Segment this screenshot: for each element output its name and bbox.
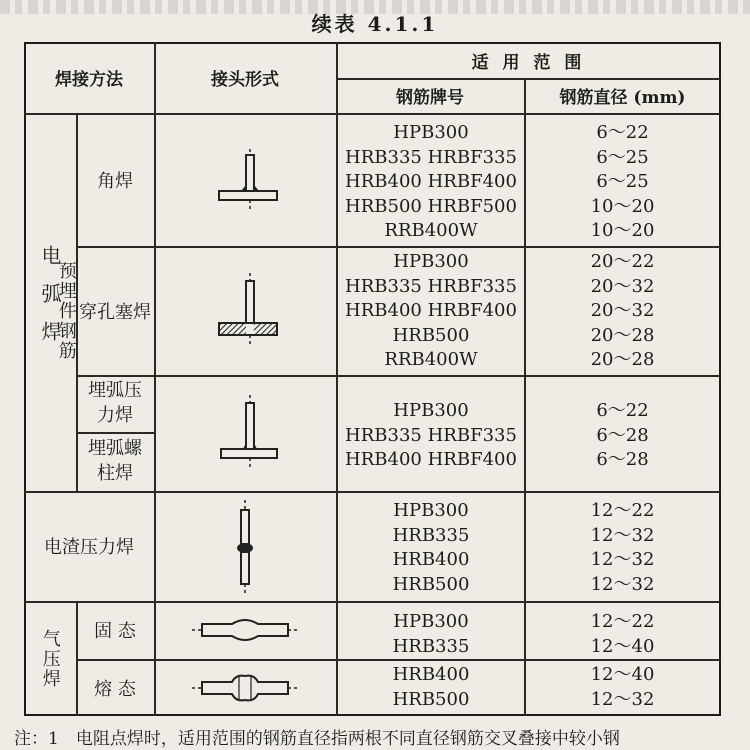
table-caption: 续表 4.1.1 — [311, 12, 439, 36]
header-diameter: 钢筋直径 (mm) — [559, 88, 686, 108]
diameter-cell: 12～32 — [590, 573, 655, 595]
grade-cell: HPB300 — [393, 400, 469, 421]
diameter-list — [524, 250, 721, 373]
diameter-cell: 20～28 — [590, 349, 655, 370]
diameter-cell: 6～22 — [596, 122, 649, 143]
diameter-cell: 12～32 — [590, 524, 655, 546]
grade-cell: HPB300 — [393, 122, 469, 143]
fillet-weld-joint-icon — [154, 113, 336, 246]
grade-cell: HRB335 — [392, 524, 470, 546]
diameter-cell: 6～22 — [596, 400, 649, 421]
grade-cell: HRB335 HRBF335 — [345, 275, 517, 297]
grade-cell: HRB400 — [392, 549, 470, 570]
diameter-list — [524, 121, 721, 244]
diameter-cell: 6～25 — [596, 146, 649, 168]
grade-cell: RRB400W — [384, 349, 478, 370]
diameter-cell: 20～28 — [590, 324, 655, 346]
plug-weld-joint-icon — [154, 246, 336, 375]
header-scope: 适 用 范 围 — [471, 52, 586, 73]
grade-cell: HRB500 HRBF500 — [345, 195, 517, 217]
diameter-cell: 20～32 — [590, 300, 655, 321]
header-method: 焊接方法 — [55, 70, 123, 90]
diameter-list — [524, 399, 721, 473]
grade-cell: HRB400 HRBF400 — [345, 171, 517, 192]
grade-cell: HPB300 — [393, 251, 469, 272]
grade-cell: HRB500 — [392, 688, 470, 710]
grade-list — [338, 399, 524, 473]
table-note: 注：1 电阻点焊时，适用范围的钢筋直径指两根不同直径钢筋交叉叠接中较小钢 — [14, 729, 620, 749]
method-plug: 穿孔塞焊 — [79, 301, 151, 323]
diameter-cell: 6～28 — [596, 424, 649, 446]
grade-list — [338, 610, 524, 659]
diameter-cell: 10～20 — [590, 220, 655, 241]
diameter-cell: 12～22 — [590, 500, 655, 521]
diameter-cell: 12～22 — [590, 611, 655, 632]
diameter-cell: 20～32 — [590, 275, 655, 297]
grade-cell: HRB335 HRBF335 — [345, 146, 517, 168]
diameter-cell: 6～28 — [596, 449, 649, 470]
grade-cell: HRB500 — [392, 573, 470, 595]
header-grade: 钢筋牌号 — [396, 88, 464, 108]
method-stud: 埋弧螺柱焊 — [88, 438, 142, 484]
grade-cell: RRB400W — [384, 220, 478, 241]
grade-cell: HRB400 — [392, 664, 470, 685]
method-molten: 熔 态 — [94, 678, 136, 700]
grade-cell: HPB300 — [393, 611, 469, 632]
diameter-cell: 20～22 — [590, 251, 655, 272]
diameter-list — [524, 499, 721, 597]
grade-list — [338, 250, 524, 373]
header-joint: 接头形式 — [211, 70, 279, 90]
grade-list — [338, 499, 524, 597]
grade-cell: HRB335 HRBF335 — [345, 424, 517, 446]
grade-cell: HRB335 — [392, 635, 470, 657]
grade-cell: HRB500 — [392, 324, 470, 346]
diameter-cell: 12～32 — [590, 688, 655, 710]
grade-cell: HPB300 — [393, 500, 469, 521]
diameter-cell: 10～20 — [590, 195, 655, 217]
group-arc-welding: 电弧焊 — [38, 245, 62, 359]
diameter-cell: 12～40 — [590, 664, 655, 685]
grade-list — [338, 121, 524, 244]
grade-list — [338, 663, 524, 712]
solid-state-pressure-weld-icon — [154, 601, 336, 659]
diameter-cell: 6～25 — [596, 171, 649, 192]
diameter-cell: 12～40 — [590, 635, 655, 657]
method-submerged: 埋弧压力焊 — [88, 380, 142, 426]
electroslag-weld-joint-icon — [154, 491, 336, 601]
grade-cell: HRB400 HRBF400 — [345, 300, 517, 321]
group-gas-pressure: 气压焊 — [39, 628, 61, 689]
diameter-list — [524, 663, 721, 712]
submerged-arc-weld-joint-icon — [154, 375, 336, 491]
molten-state-pressure-weld-icon — [154, 659, 336, 716]
method-fillet: 角焊 — [97, 170, 133, 192]
grade-cell: HRB400 HRBF400 — [345, 449, 517, 470]
diameter-list — [524, 610, 721, 659]
diameter-cell: 12～32 — [590, 549, 655, 570]
group-embedded: 预埋件钢筋 — [55, 261, 77, 361]
method-electroslag: 电渣压力焊 — [44, 537, 134, 558]
method-solid: 固 态 — [94, 621, 136, 642]
